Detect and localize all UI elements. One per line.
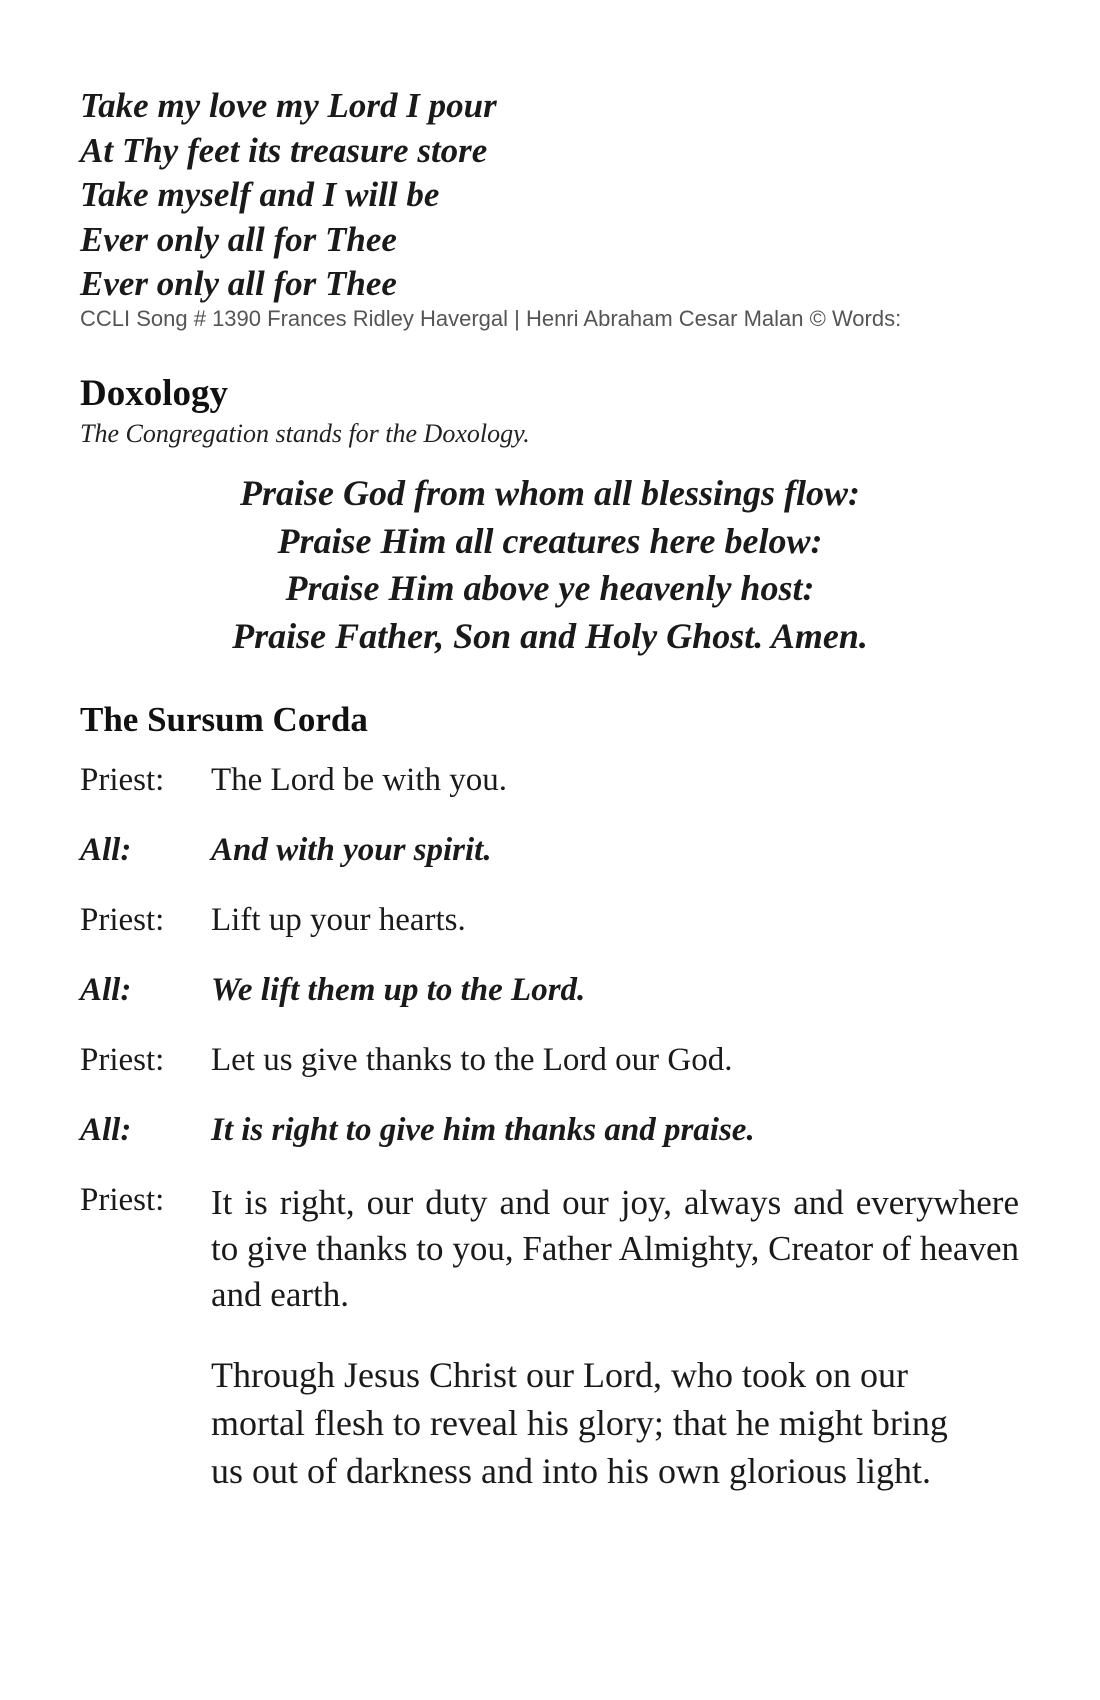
sursum-corda-title: The Sursum Corda (80, 700, 368, 739)
doxology-line: Praise Him all creatures here below: (277, 520, 823, 561)
hymn-lyrics (80, 84, 497, 307)
speech-text: Lift up your hearts. (211, 902, 466, 938)
doxology-title: Doxology (80, 373, 228, 414)
hymn-line: Take myself and I will be (80, 175, 440, 214)
speech-text: It is right to give him thanks and praise. (211, 1112, 755, 1148)
speech-text: The Lord be with you. (211, 762, 508, 798)
doxology-instruction: The Congregation stands for the Doxology. (80, 419, 530, 448)
speech-text: It is right, our duty and our joy, always and everywhere to give thanks to you, Father Almighty, Creator of heaven and earth. (211, 1183, 1019, 1314)
speech-text: Let us give thanks to the Lord our God. (211, 1042, 733, 1078)
speaker-label: Priest: (80, 1182, 165, 1218)
speech-text: And with your spirit. (211, 832, 492, 868)
doxology-line: Praise Father, Son and Holy Ghost. Amen. (232, 615, 868, 656)
speaker-label: Priest: (80, 1042, 165, 1078)
hymn-line: Ever only all for Thee (80, 264, 397, 303)
speaker-label: All: (80, 972, 132, 1008)
ccli-credit: CCLI Song # 1390 Frances Ridley Havergal | Henri Abraham Cesar Malan © Words: (80, 306, 902, 331)
speech-text: We lift them up to the Lord. (211, 972, 586, 1008)
hymn-line: Take my love my Lord I pour (80, 86, 497, 125)
speaker-label: All: (80, 832, 132, 868)
preface-continuation: Through Jesus Christ our Lord, who took on our mortal flesh to reveal his glory; that he might bring us out of darkness and into his own glorious light. (211, 1355, 948, 1491)
speaker-label: Priest: (80, 902, 165, 938)
hymn-line: Ever only all for Thee (80, 219, 397, 259)
doxology-line: Praise Him above ye heavenly host: (285, 568, 815, 608)
hymn-line: At Thy feet its treasure store (80, 130, 488, 170)
speaker-label: All: (80, 1112, 132, 1148)
doxology-line: Praise God from whom all blessings flow: (239, 473, 861, 513)
doxology-verse (0, 470, 1100, 660)
speaker-label: Priest: (80, 762, 165, 798)
